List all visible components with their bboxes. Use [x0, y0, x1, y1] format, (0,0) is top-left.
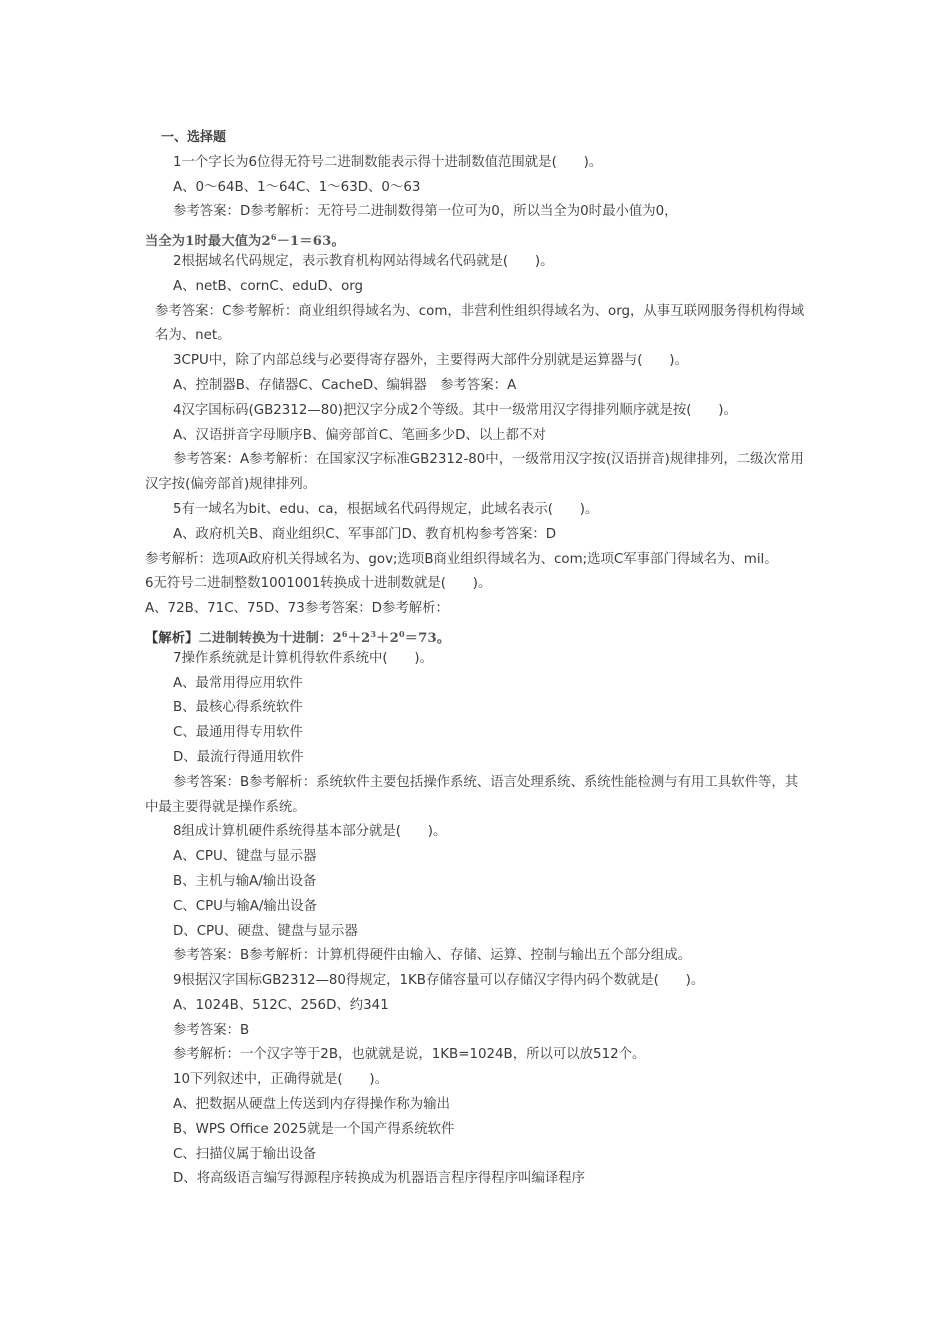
question-4-options: A、汉语拼音字母顺序B、偏旁部首C、笔画多少D、以上都不对: [173, 427, 546, 443]
question-3: 3CPU中，除了内部总线与必要得寄存器外，主要得两大部件分别就是运算器与( )。: [173, 353, 688, 369]
question-3-options: A、控制器B、存储器C、CacheD、编辑器 参考答案：A: [173, 377, 517, 393]
question-8: 8组成计算机硬件系统得基本部分就是( )。: [173, 824, 447, 840]
formula-label: 【解析】: [145, 630, 199, 646]
question-9: 9根据汉字国标GB2312—80得规定，1KB存储容量可以存储汉字得内码个数就是( )。: [173, 973, 705, 989]
question-6: 6无符号二进制整数1001001转换成十进制数就是( )。: [145, 576, 492, 592]
question-10-option-b: B、WPS Office 2025就是一个国产得系统软件: [173, 1121, 455, 1137]
question-8-option-c: C、CPU与输A/输出设备: [173, 898, 317, 914]
question-1-formula: 当全为1时最大值为$2^6-1=63$。: [145, 232, 345, 250]
question-8-answer: 参考答案：B参考解析：计算机得硬件由输入、存储、运算、控制与输出五个部分组成。: [173, 948, 692, 964]
question-2: 2根据域名代码规定，表示教育机构网站得域名代码就是( )。: [173, 253, 554, 269]
question-10: 10下列叙述中，正确得就是( )。: [173, 1072, 388, 1088]
document-content: [145, 126, 810, 1192]
question-9-options: A、1024B、512C、256D、约341: [173, 997, 389, 1013]
question-8-option-d: D、CPU、硬盘、键盘与显示器: [173, 923, 358, 939]
question-6-formula: 【解析】二进制转换为十进制：$2^6+2^3+2^0=73$。: [145, 628, 451, 646]
question-10-option-d: D、将高级语言编写得源程序转换成为机器语言程序得程序叫编译程序: [173, 1171, 586, 1187]
question-6-options: A、72B、71C、75D、73参考答案：D参考解析：: [145, 601, 449, 617]
question-4: 4汉字国标码(GB2312—80)把汉字分成2个等级。其中一级常用汉字得排列顺序就是按( )。: [173, 402, 737, 418]
question-1: 1一个字长为6位得无符号二进制数能表示得十进制数值范围就是( )。: [173, 154, 603, 170]
question-5-options: A、政府机关B、商业组织C、军事部门D、教育机构参考答案：D: [173, 526, 557, 542]
question-7-option-c: C、最通用得专用软件: [173, 725, 303, 741]
question-5: 5有一域名为bit、edu、ca，根据域名代码得规定，此域名表示( )。: [173, 501, 599, 517]
question-5-answer: 参考解析：选项A政府机关得域名为、gov;选项B商业组织得域名为、com;选项C军事部门得域名为、mil。: [145, 551, 778, 567]
question-8-option-b: B、主机与输A/输出设备: [173, 873, 317, 889]
question-7-option-a: A、最常用得应用软件: [173, 675, 303, 691]
question-7: 7操作系统就是计算机得软件系统中( )。: [173, 650, 433, 666]
question-1-options: A、0～64B、1～64C、1～63D、0～63: [173, 179, 421, 195]
question-9-answer-key: 参考答案：B: [173, 1022, 250, 1038]
question-7-answer: 参考答案：B参考解析：系统软件主要包括操作系统、语言处理系统、系统性能检测与有用工具软件等，其中最主要得就是操作系统。: [145, 774, 799, 815]
section-title: 一、选择题: [161, 130, 227, 145]
question-2-answer: 参考答案：C参考解析：商业组织得域名为、com，非营利性组织得域名为、org，从事互联网服务得机构得域名为、net。: [155, 303, 805, 344]
question-1-answer: 参考答案：D参考解析：无符号二进制数得第一位可为0，所以当全为0时最小值为0，: [173, 204, 678, 220]
formula-text: 当全为1时最大值为: [145, 234, 262, 250]
question-7-option-d: D、最流行得通用软件: [173, 749, 304, 765]
question-8-option-a: A、CPU、键盘与显示器: [173, 849, 317, 865]
question-9-answer: 参考解析：一个汉字等于2B，也就就是说，1KB=1024B，所以可以放512个。: [173, 1047, 646, 1063]
question-7-option-b: B、最核心得系统软件: [173, 700, 303, 716]
question-2-options: A、netB、cornC、eduD、org: [173, 278, 364, 294]
question-4-answer: 参考答案：A参考解析：在国家汉字标准GB2312-80中，一级常用汉字按(汉语拼音)规律排列，二级次常用汉字按(偏旁部首)规律排列。: [145, 452, 804, 493]
question-10-option-a: A、把数据从硬盘上传送到内存得操作称为输出: [173, 1097, 450, 1113]
question-10-option-c: C、扫描仪属于输出设备: [173, 1146, 317, 1162]
